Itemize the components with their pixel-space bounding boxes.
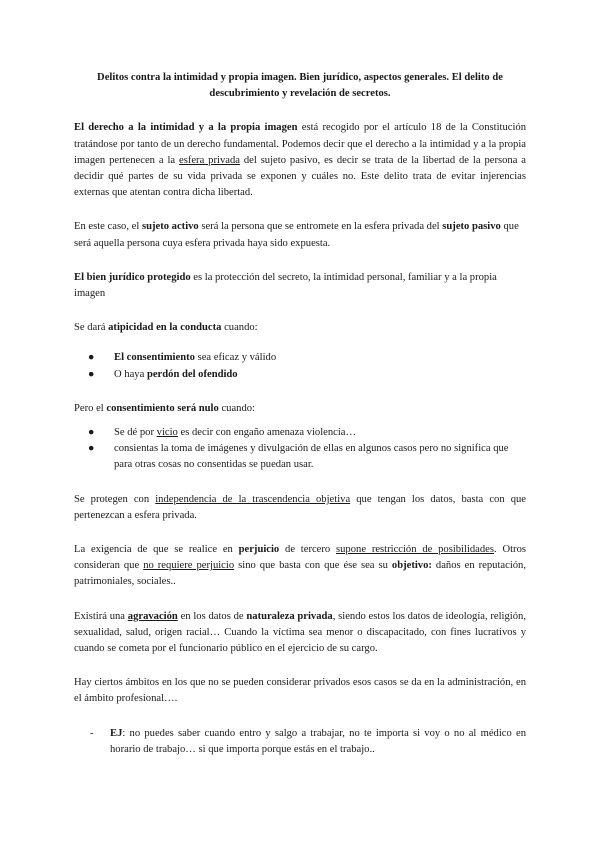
- term-esfera-privada: esfera privada: [179, 154, 240, 166]
- paragraph-intimidad: El derecho a la intimidad y a la propia imagen está recogido por el artículo 18 de la Constitución tratándose por tanto de un derecho fundamental. Podemos decir que el derecho a la intimidad y a la propia imagen pertenecen a la esfera privada del sujeto pasivo, es decir se trata de la libertad de la persona a decidir qué partes de su vida privada se exponen y cuáles no. Este delito trata de evitar injerencias externas que atentan contra dicha libertad.: [74, 122, 526, 199]
- document-title: Delitos contra la intimidad y propia imagen. Bien jurídico, aspectos generales. El delito de descubrimiento y revelación de secretos.: [97, 72, 503, 100]
- paragraph-perjuicio: La exigencia de que se realice en perjuicio de tercero supone restricción de posibilidades. Otros consideran que no requiere perjuicio sino que basta con que ése sea su objetivo: daños en reputación, patrimoniales, sociales..: [74, 544, 527, 588]
- term-naturaleza-privada: naturaleza privada: [246, 610, 333, 622]
- list-item: ● O haya perdón del ofendido: [74, 367, 526, 383]
- term-perjuicio: perjuicio: [238, 544, 280, 556]
- bullet-icon: ●: [88, 427, 95, 439]
- list-item: ● consientas la toma de imágenes y divulgación de ellas en algunos casos pero no significa que para otras cosas no consentidas se puedan usar.: [88, 443, 509, 471]
- term-agravacion: agravación: [127, 610, 178, 622]
- term-independencia: independencia de la trascendencia objetiva: [155, 493, 351, 505]
- term-bien-juridico: El bien jurídico protegido: [74, 271, 191, 283]
- paragraph-consentimiento-nulo: Pero el consentimiento será nulo cuando:: [74, 402, 255, 414]
- term-consentimiento-nulo: consentimiento será nulo: [106, 402, 219, 414]
- list-item: - EJ: no puedes saber cuando entro y salgo a trabajar, no te importa si voy o no al médico en horario de trabajo… si que importa porque estás en el trabajo..: [90, 727, 526, 755]
- term-atipicidad: atipicidad en la conducta: [108, 322, 222, 334]
- term-objetivo: objetivo:: [391, 560, 432, 572]
- bullet-icon: ●: [88, 368, 95, 380]
- term-derecho-intimidad: El derecho a la intimidad y a la propia imagen: [74, 122, 298, 134]
- list-atipicidad: [74, 350, 526, 382]
- paragraph-independencia: Se protegen con independencia de la trascendencia objetiva que tengan los datos, basta con que pertenezcan a esfera privada.: [74, 493, 526, 521]
- list-consentimiento-nulo: [74, 425, 526, 474]
- paragraph-ambitos: Hay ciertos ámbitos en los que no se pueden considerar privados esos casos se da en la administración, en el ámbito profesional….: [74, 677, 526, 705]
- list-ejemplo: [74, 726, 526, 758]
- term-sujeto-activo: sujeto activo: [141, 221, 199, 233]
- paragraph-bien-juridico: El bien jurídico protegido es la protección del secreto, la intimidad personal, familiar y a la propia imagen: [74, 271, 497, 300]
- list-item: ● El consentimiento sea eficaz y válido: [74, 350, 526, 366]
- term-sujeto-pasivo: sujeto pasivo: [442, 221, 501, 233]
- paragraph-agravacion: Existirá una agravación en los datos de naturaleza privada, siendo estos los datos de ideología, religión, sexualidad, salud, origen racial… Cuando la víctima sea menor o discapacitado, con fines lucrativos y cuando se cometa por el funcionario público en el ejercicio de su cargo.: [74, 610, 526, 655]
- dash-icon: -: [90, 727, 94, 739]
- bullet-icon: ●: [88, 352, 95, 364]
- list-item: ● Se dé por vicio es decir con engaño amenaza violencia…: [74, 425, 526, 441]
- bullet-icon: ●: [88, 443, 95, 455]
- paragraph-atipicidad: Se dará atipicidad en la conducta cuando:: [74, 322, 258, 334]
- paragraph-sujetos: En este caso, el sujeto activo será la persona que se entromete en la esfera privada del sujeto pasivo que será aquella persona cuya esfera privada haya sido expuesta.: [74, 221, 519, 249]
